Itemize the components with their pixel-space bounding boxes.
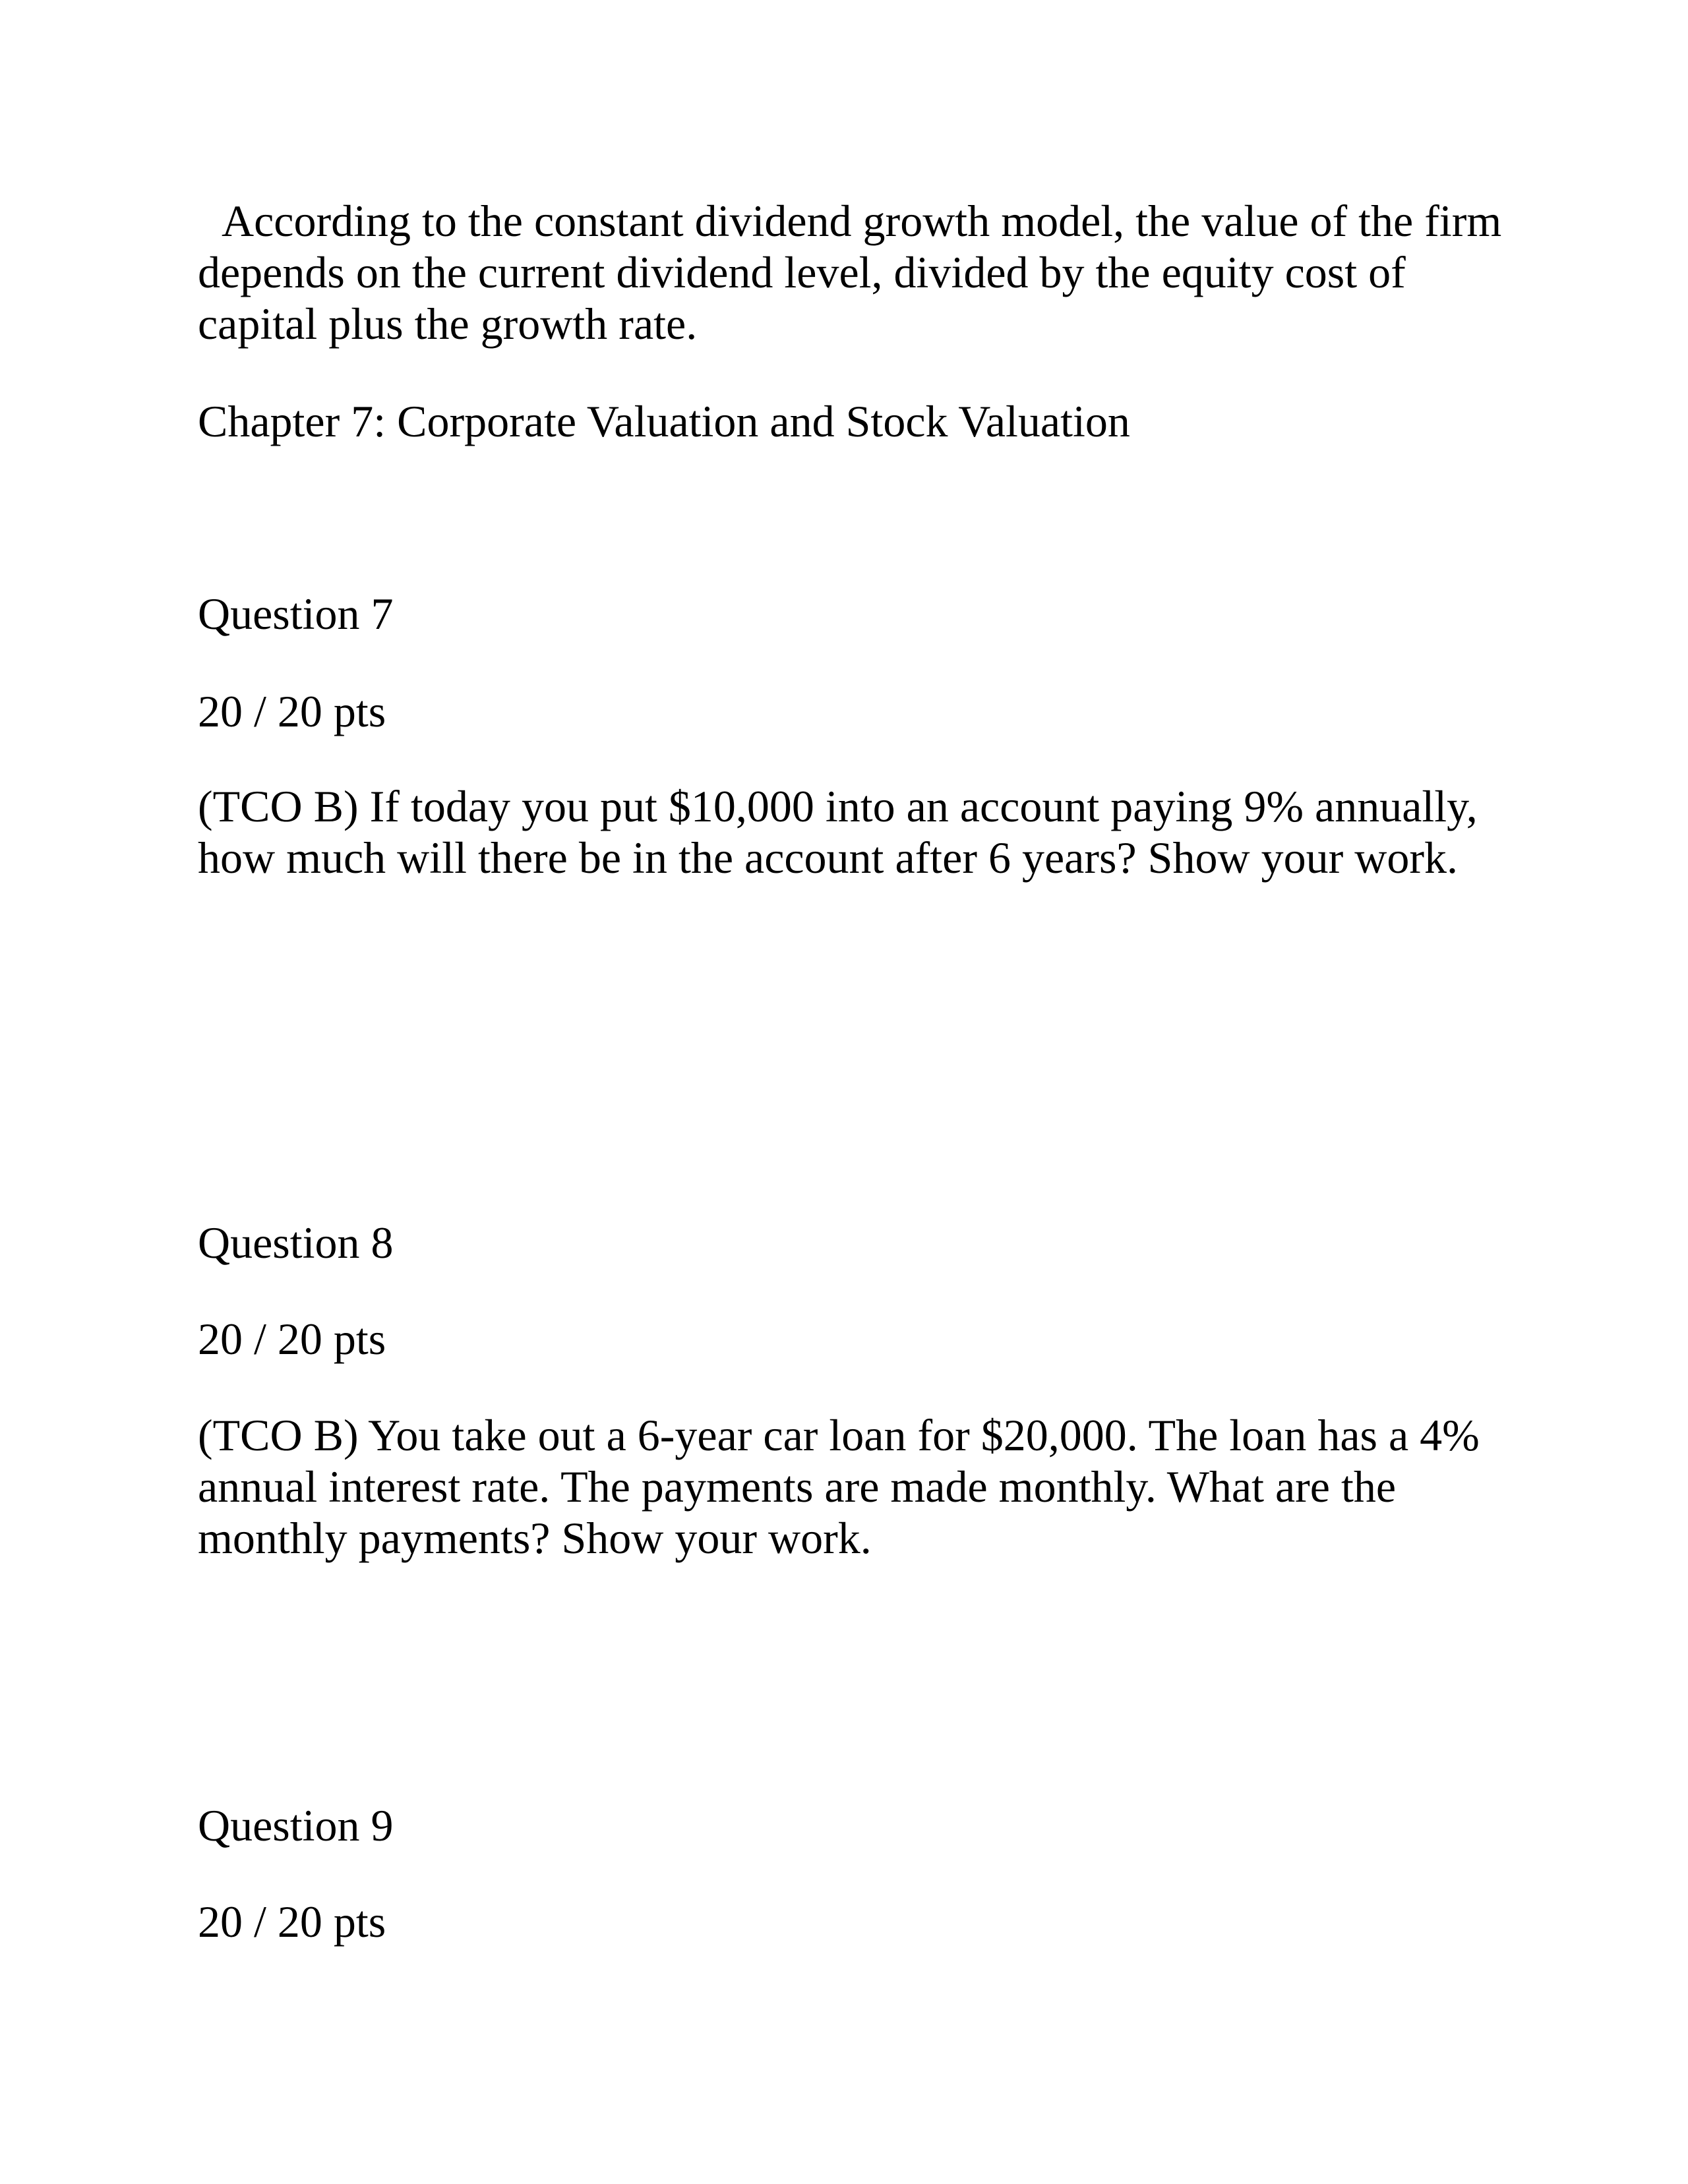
question-7-points: 20 / 20 pts: [198, 686, 386, 736]
question-9-points: 20 / 20 pts: [198, 1897, 386, 1947]
question-8-title: Question 8: [198, 1218, 394, 1268]
intro-line: According to the constant dividend growth model, the value of the firm: [222, 196, 1502, 246]
intro-paragraph: [198, 195, 1501, 349]
intro-line: capital plus the growth rate.: [198, 299, 698, 349]
question-8-points: 20 / 20 pts: [198, 1314, 386, 1364]
question-text-line: annual interest rate. The payments are made monthly. What are the: [198, 1461, 1397, 1512]
question-text-line: how much will there be in the account after 6 years? Show your work.: [198, 833, 1458, 883]
question-8-text: [198, 1409, 1480, 1564]
question-text-line: (TCO B) If today you put $10,000 into an account paying 9% annually,: [198, 781, 1478, 831]
question-9-title: Question 9: [198, 1800, 394, 1850]
question-7-title: Question 7: [198, 589, 394, 639]
chapter-heading: Chapter 7: Corporate Valuation and Stock Valuation: [198, 396, 1130, 446]
intro-line: depends on the current dividend level, divided by the equity cost of: [198, 247, 1406, 297]
question-text-line: monthly payments? Show your work.: [198, 1513, 872, 1563]
question-7-text: [198, 781, 1478, 883]
question-text-line: (TCO B) You take out a 6-year car loan for $20,000. The loan has a 4%: [198, 1410, 1480, 1460]
